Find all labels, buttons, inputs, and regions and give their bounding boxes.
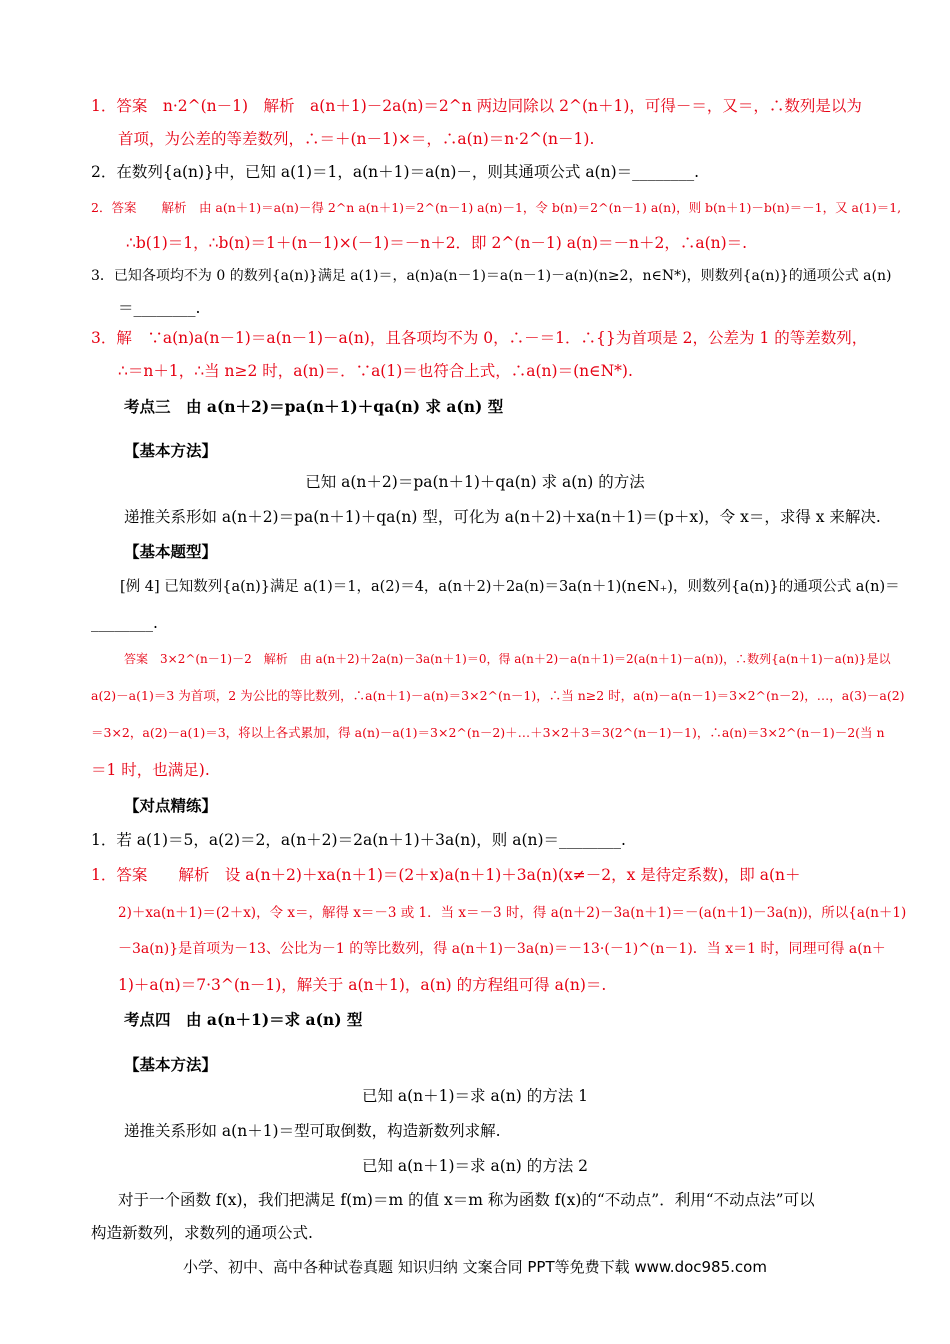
method-text: 递推关系形如 a(n＋2)＝pa(n＋1)＋qa(n) 型，可化为 a(n＋2)＋xa(n＋1)＝(p＋x)，令 x＝，求得 x 来解决. xyxy=(124,508,881,526)
example-4-answer-line-3: ＝3×2，a(2)－a(1)＝3，将以上各式累加，得 a(n)－a(1)＝3×2^(n－2)＋…＋3×2＋3＝3(2^(n－1)－1)，∴a(n)＝3×2^(n－1)－2(当 n xyxy=(91,725,885,740)
method-2-text-line-1: 对于一个函数 f(x)，我们把满足 f(m)＝m 的值 x＝m 称为函数 f(x)的“不动点”．利用“不动点法”可以 xyxy=(118,1191,815,1209)
section-heading-4: 考点四 由 a(n＋1)＝求 a(n) 型 xyxy=(124,1010,363,1029)
answer-3-line-1: 3．解 ∵a(n)a(n－1)＝a(n－1)－a(n)，且各项均不为 0，∴－＝1．∴{}为首项是 2，公差为 1 的等差数列， xyxy=(91,329,868,347)
example-4-line-1: [例 4] 已知数列{a(n)}满足 a(1)＝1，a(2)＝4，a(n＋2)＋2a(n)＝3a(n＋1)(n∈N₊)，则数列{a(n)}的通项公式 a(n)＝ xyxy=(120,579,900,595)
answer-2-line-1: 2．答案 解析 由 a(n＋1)＝a(n)－得 2^n a(n＋1)＝2^(n－1) a(n)－1，令 b(n)＝2^(n－1) a(n)，则 b(n＋1)－b(n)＝－1，又 a(1)＝1, xyxy=(91,200,902,215)
footer-banner: 小学、初中、高中各种试卷真题 知识归纳 文案合同 PPT等免费下载 www.doc985.com xyxy=(183,1258,767,1276)
method-1-text: 递推关系形如 a(n＋1)＝型可取倒数，构造新数列求解. xyxy=(124,1122,501,1140)
practice-question-1: 1．若 a(1)＝5，a(2)＝2，a(n＋2)＝2a(n＋1)＋3a(n)，则 a(n)＝________. xyxy=(91,831,626,849)
method-2-text-line-2: 构造新数列，求数列的通项公式. xyxy=(91,1224,313,1242)
method-title: 已知 a(n＋2)＝pa(n＋1)＋qa(n) 求 a(n) 的方法 xyxy=(305,473,645,491)
example-4-line-2: ________. xyxy=(91,614,158,632)
method-2-title: 已知 a(n＋1)＝求 a(n) 的方法 2 xyxy=(361,1157,589,1175)
practice-answer-line-2: 2)＋xa(n＋1)＝(2＋x)，令 x＝，解得 x＝－3 或 1．当 x＝－3 时，得 a(n＋2)－3a(n＋1)＝－(a(n＋1)－3a(n))，所以{a(n＋1) xyxy=(118,905,907,921)
practice-heading: 【对点精练】 xyxy=(124,796,218,815)
question-2: 2．在数列{a(n)}中，已知 a(1)＝1，a(n＋1)＝a(n)－，则其通项公式 a(n)＝________. xyxy=(91,163,700,181)
question-3-line-2: ＝________. xyxy=(118,299,201,317)
answer-1-line-1: 1．答案 n·2^(n－1) 解析 a(n＋1)－2a(n)＝2^n 两边同除以 2^(n＋1)，可得－＝，又＝，∴数列是以为 xyxy=(91,97,862,115)
answer-1-line-2: 首项，为公差的等差数列，∴＝＋(n－1)×＝，∴a(n)＝n·2^(n－1). xyxy=(118,130,595,148)
example-4-answer-line-4: ＝1 时，也满足). xyxy=(91,761,210,779)
practice-answer-line-4: 1)＋a(n)＝7·3^(n－1)，解关于 a(n＋1)，a(n) 的方程组可得 a(n)＝. xyxy=(118,976,607,994)
example-4-answer-line-2: a(2)－a(1)＝3 为首项，2 为公比的等比数列，∴a(n＋1)－a(n)＝3×2^(n－1)，∴当 n≥2 时，a(n)－a(n－1)＝3×2^(n－2)，…，a(3)－a(2) xyxy=(91,688,905,703)
question-3-line-1: 3．已知各项均不为 0 的数列{a(n)}满足 a(1)＝，a(n)a(n－1)＝a(n－1)－a(n)(n≥2，n∈N*)，则数列{a(n)}的通项公式 a(n) xyxy=(91,268,892,284)
example-4-answer-line-1: 答案 3×2^(n－1)－2 解析 由 a(n＋2)＋2a(n)－3a(n＋1)＝0，得 a(n＋2)－a(n＋1)＝2(a(n＋1)－a(n))，∴数列{a(n＋1)－a(n)}是以 xyxy=(124,652,891,666)
method-1-title: 已知 a(n＋1)＝求 a(n) 的方法 1 xyxy=(361,1087,589,1105)
basic-method-heading: 【基本方法】 xyxy=(124,441,218,460)
answer-2-line-2: ∴b(1)＝1，∴b(n)＝1＋(n－1)×(－1)＝－n＋2．即 2^(n－1) a(n)＝－n＋2，∴a(n)＝. xyxy=(126,234,748,252)
practice-answer-line-3: －3a(n)}是首项为－13、公比为－1 的等比数列，得 a(n＋1)－3a(n)＝－13·(－1)^(n－1)．当 x＝1 时，同理可得 a(n＋ xyxy=(118,941,886,957)
basic-type-heading: 【基本题型】 xyxy=(124,542,218,561)
basic-method-heading-2: 【基本方法】 xyxy=(124,1055,218,1074)
section-heading-3: 考点三 由 a(n＋2)＝pa(n＋1)＋qa(n) 求 a(n) 型 xyxy=(124,397,504,416)
practice-answer-line-1: 1．答案 解析 设 a(n＋2)＋xa(n＋1)＝(2＋x)a(n＋1)＋3a(n)(x≠－2，x 是待定系数)，即 a(n＋ xyxy=(91,866,801,884)
answer-3-line-2: ∴＝n＋1，∴当 n≥2 时，a(n)＝．∵a(1)＝也符合上式，∴a(n)＝(n∈N*). xyxy=(118,362,633,380)
